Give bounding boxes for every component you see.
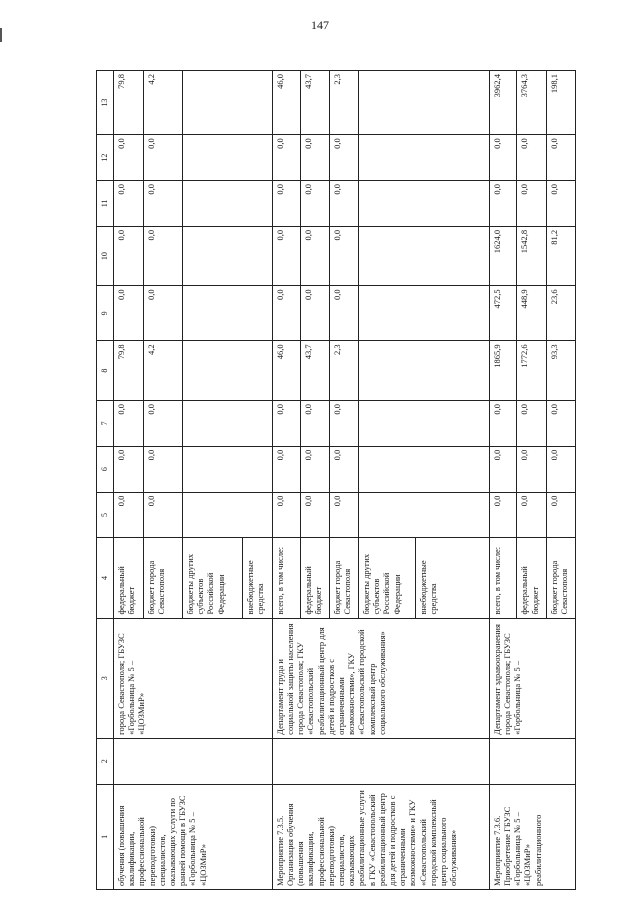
value-cell: 0,0 [546, 135, 575, 181]
value-cell [359, 135, 490, 181]
value-cell: 0,0 [272, 135, 300, 181]
funding-source-cell: бюджеты других субъектов Российской Федерации [359, 538, 416, 618]
value-cell: 0,0 [329, 181, 358, 227]
col-header-2: 2 [97, 738, 114, 784]
value-cell: 81,2 [546, 226, 575, 286]
funding-source-cell: бюджет города Севастополя [329, 538, 358, 618]
value-cell [183, 181, 273, 227]
executor-cell: Департамент труда и социальной защиты населения города Севастополя; ГКУ «Севастопольский реабилитационный центр для детей и подростков с ограниченными возможностями», ГКУ «Севастопольский городской комплексный центр социального обслуживания» [272, 618, 489, 738]
value-cell [183, 135, 273, 181]
value-cell: 0,0 [546, 400, 575, 446]
value-cell: 0,0 [517, 400, 546, 446]
value-cell: 0,0 [300, 492, 329, 538]
rotated-table-wrapper [96, 70, 576, 890]
value-cell: 2,3 [329, 71, 358, 135]
value-cell: 0,0 [546, 492, 575, 538]
measure-name-cell: Мероприятие 7.3.5. Организация обучения (повышения квалификации, профессиональной переподготовки) специалистов, оказывающих реабилитационные услуги в ГКУ «Севастопольский реабилитационный центр для детей и подростков с ограниченными возможностями» и ГКУ «Севастопольский городской комплексный центр социального обслуживания» [272, 784, 489, 889]
funding-source-cell: бюджет города Севастополя [546, 538, 575, 618]
value-cell: 1542,8 [517, 226, 546, 286]
value-cell: 1624,0 [489, 226, 517, 286]
col-header-9: 9 [97, 286, 114, 341]
value-cell: 0,0 [546, 181, 575, 227]
value-cell [359, 181, 490, 227]
value-cell: 448,9 [517, 286, 546, 341]
funding-source-cell: федеральный бюджет [114, 538, 144, 618]
measure-name-cell: Мероприятие 7.3.6. Приобретение ГБУЗС «Горбольница № 5 – «ЦОЗМиР» реабилитационного [489, 784, 575, 889]
col-header-5: 5 [97, 492, 114, 538]
col-header-8: 8 [97, 341, 114, 401]
value-cell [359, 341, 490, 401]
value-cell: 0,0 [546, 446, 575, 492]
value-cell: 0,0 [114, 286, 144, 341]
value-cell: 0,0 [143, 492, 182, 538]
col-header-7: 7 [97, 400, 114, 446]
col-header-3: 3 [97, 618, 114, 738]
value-cell: 0,0 [517, 181, 546, 227]
col-header-4: 4 [97, 538, 114, 618]
table-row [489, 71, 517, 890]
funding-source-cell: внебюджетные средства [242, 538, 272, 618]
value-cell: 79,8 [114, 341, 144, 401]
value-cell [183, 492, 273, 538]
table-row [114, 71, 144, 890]
value-cell: 0,0 [272, 446, 300, 492]
value-cell [183, 286, 273, 341]
value-cell: 0,0 [517, 492, 546, 538]
col2-cell [272, 738, 489, 784]
value-cell [183, 71, 273, 135]
value-cell: 198,1 [546, 71, 575, 135]
value-cell: 0,0 [272, 492, 300, 538]
value-cell: 0,0 [300, 135, 329, 181]
value-cell: 1865,9 [489, 341, 517, 401]
col-header-13: 13 [97, 71, 114, 135]
executor-cell: Департамент здравоохранения города Севастополя; ГБУЗС «Горбольница № 5 – [489, 618, 575, 738]
value-cell: 0,0 [143, 226, 182, 286]
funding-source-cell: бюджеты других субъектов Российской Федерации [183, 538, 243, 618]
measure-name-cell: обучения (повышения квалификации, профессиональной переподготовки) специалистов, оказывающих услуги по ранней помощи в ГБУЗС «Горбольница № 5 – «ЦОЗМиР» [114, 784, 273, 889]
value-cell [359, 492, 490, 538]
value-cell [359, 400, 490, 446]
value-cell: 0,0 [300, 181, 329, 227]
funding-source-cell: федеральный бюджет [517, 538, 546, 618]
page-number: 147 [311, 18, 329, 32]
value-cell: 0,0 [489, 492, 517, 538]
col-header-11: 11 [97, 181, 114, 227]
value-cell: 0,0 [143, 181, 182, 227]
value-cell: 472,5 [489, 286, 517, 341]
value-cell: 4,2 [143, 341, 182, 401]
value-cell: 0,0 [143, 286, 182, 341]
value-cell: 3764,3 [517, 71, 546, 135]
value-cell: 0,0 [329, 286, 358, 341]
funding-table [96, 70, 576, 890]
col-header-10: 10 [97, 226, 114, 286]
header-row [97, 71, 114, 890]
value-cell: 0,0 [329, 226, 358, 286]
value-cell: 2,3 [329, 341, 358, 401]
value-cell: 93,3 [546, 341, 575, 401]
value-cell: 1772,6 [517, 341, 546, 401]
value-cell: 0,0 [114, 135, 144, 181]
value-cell: 0,0 [300, 400, 329, 446]
funding-source-cell: бюджет города Севастополя [143, 538, 182, 618]
value-cell [359, 286, 490, 341]
value-cell [359, 226, 490, 286]
funding-source-cell: внебюджетные средства [416, 538, 490, 618]
value-cell: 0,0 [114, 446, 144, 492]
col-header-1: 1 [97, 784, 114, 889]
value-cell [183, 446, 273, 492]
col-header-12: 12 [97, 135, 114, 181]
value-cell: 0,0 [272, 226, 300, 286]
value-cell: 0,0 [489, 446, 517, 492]
value-cell: 4,2 [143, 71, 182, 135]
value-cell: 0,0 [300, 286, 329, 341]
executor-cell: города Севастополя; ГБУЗС «Горбольница № 5 – «ЦОЗМиР» [114, 618, 273, 738]
col-header-6: 6 [97, 446, 114, 492]
value-cell: 3962,4 [489, 71, 517, 135]
col2-cell [114, 738, 273, 784]
value-cell: 0,0 [272, 400, 300, 446]
value-cell: 0,0 [489, 135, 517, 181]
value-cell: 0,0 [272, 181, 300, 227]
value-cell: 0,0 [517, 135, 546, 181]
value-cell: 0,0 [517, 446, 546, 492]
funding-source-cell: федеральный бюджет [300, 538, 329, 618]
value-cell: 43,7 [300, 71, 329, 135]
table-row [272, 71, 300, 890]
value-cell: 0,0 [114, 181, 144, 227]
value-cell [183, 226, 273, 286]
value-cell: 0,0 [300, 226, 329, 286]
value-cell: 0,0 [300, 446, 329, 492]
col2-cell [489, 738, 575, 784]
value-cell: 0,0 [329, 446, 358, 492]
funding-source-cell: всего, в том числе: [272, 538, 300, 618]
value-cell [359, 71, 490, 135]
value-cell [183, 400, 273, 446]
value-cell: 0,0 [114, 226, 144, 286]
value-cell: 0,0 [489, 400, 517, 446]
value-cell: 0,0 [329, 135, 358, 181]
value-cell: 43,7 [300, 341, 329, 401]
value-cell: 0,0 [329, 400, 358, 446]
value-cell: 0,0 [143, 400, 182, 446]
value-cell: 0,0 [114, 400, 144, 446]
value-cell: 0,0 [143, 135, 182, 181]
value-cell: 23,6 [546, 286, 575, 341]
value-cell: 0,0 [329, 492, 358, 538]
value-cell: 0,0 [489, 181, 517, 227]
value-cell: 0,0 [143, 446, 182, 492]
value-cell: 79,8 [114, 71, 144, 135]
value-cell: 46,0 [272, 341, 300, 401]
value-cell: 46,0 [272, 71, 300, 135]
value-cell: 0,0 [272, 286, 300, 341]
value-cell [183, 341, 273, 401]
value-cell: 0,0 [114, 492, 144, 538]
value-cell [359, 446, 490, 492]
funding-source-cell: всего, в том числе: [489, 538, 517, 618]
